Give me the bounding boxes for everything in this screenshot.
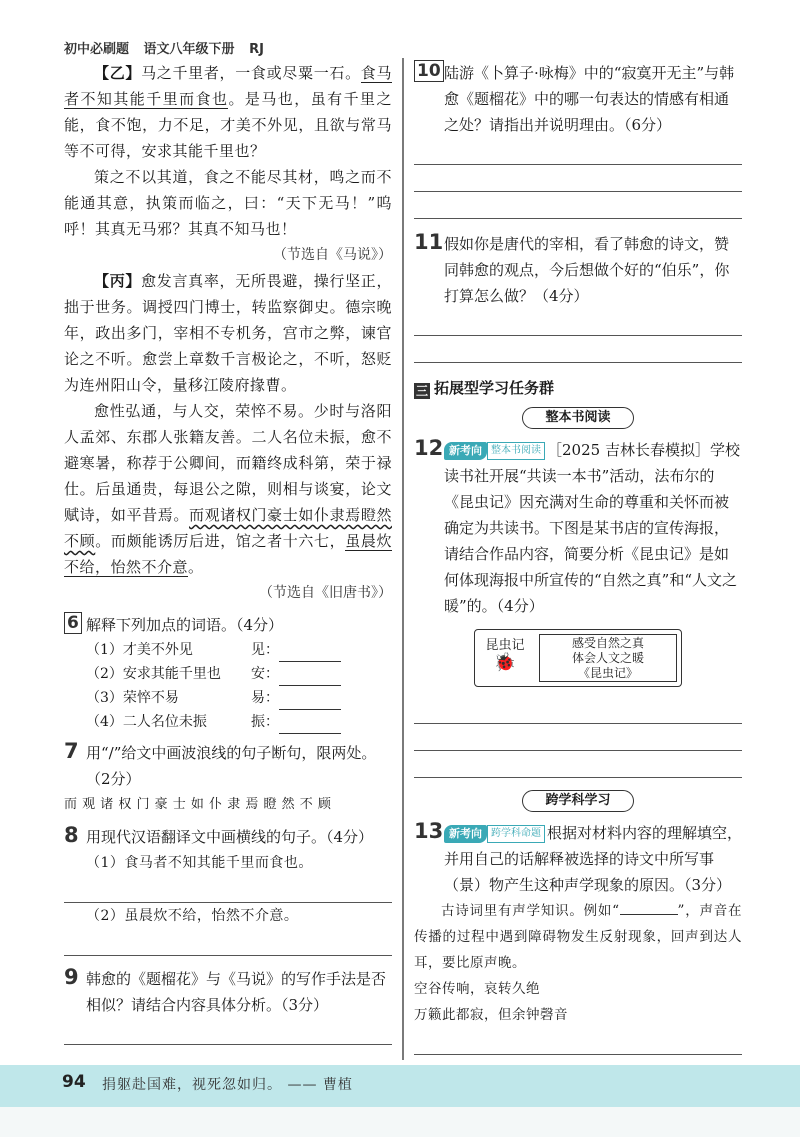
question-12 bbox=[414, 437, 742, 619]
passage-b-text: 马之千里者，一食或尽粟一石。 bbox=[141, 64, 361, 82]
q6-item-text: （2）安求其能千里也 bbox=[86, 666, 221, 682]
answer-line[interactable] bbox=[414, 192, 742, 219]
question-6 bbox=[64, 612, 392, 638]
new-trend-tag: 新考向 bbox=[444, 442, 487, 460]
answer-line[interactable] bbox=[414, 138, 742, 165]
answer-line[interactable] bbox=[414, 697, 742, 724]
material-text-1: 古诗词里有声学知识。例如“ bbox=[441, 903, 620, 919]
poster-line-3: 《昆虫记》 bbox=[577, 666, 638, 680]
right-column bbox=[414, 60, 742, 1055]
answer-line[interactable] bbox=[414, 309, 742, 336]
q7-number: 7 bbox=[64, 739, 79, 763]
bookstore-poster bbox=[474, 629, 682, 687]
q12-number: 12 bbox=[414, 436, 444, 460]
passage-b-p1 bbox=[64, 60, 392, 164]
q13-option-2: 万籁此都寂，但余钟磬音 bbox=[414, 1007, 568, 1023]
answer-line[interactable] bbox=[414, 165, 742, 192]
q8-text: 用现代汉语翻译文中画横线的句子。（4分） bbox=[86, 828, 374, 846]
whole-book-tag: 整本书阅读 bbox=[487, 442, 545, 460]
new-trend-tag: 新考向 bbox=[444, 825, 487, 843]
q13-material bbox=[414, 898, 742, 976]
q6-item-3 bbox=[64, 686, 392, 710]
q13-option-1: 空谷传响，哀转久绝 bbox=[414, 981, 540, 997]
poster-left bbox=[475, 630, 535, 686]
section-title: 拓展型学习任务群 bbox=[434, 379, 555, 397]
answer-blank[interactable] bbox=[279, 662, 341, 686]
q8-sentence-1: （1）食马者不知其能千里而食也。 bbox=[86, 855, 313, 871]
subject-title: 语文八年级下册 bbox=[143, 42, 235, 57]
left-column bbox=[64, 60, 392, 1072]
source-jiu-tang-shu: （节选自《旧唐书》） bbox=[259, 585, 392, 601]
section-number: 三 bbox=[415, 384, 428, 398]
answer-blank[interactable] bbox=[279, 686, 341, 710]
q9-text: 韩愈的《题榴花》与《马说》的写作手法是否相似？请结合内容具体分析。（3分） bbox=[86, 970, 387, 1014]
page-bottom-margin bbox=[0, 1107, 800, 1137]
question-9 bbox=[64, 966, 392, 1018]
poster-book-name: 昆虫记 bbox=[485, 638, 525, 653]
question-13 bbox=[414, 820, 742, 898]
material-text-2: ”，声音在传播的过程中遇到障碍物发生反射现象，回声到达人耳，要比原声晚。 bbox=[414, 903, 742, 971]
passage-b-text-2: 。是马也，虽有千里之能，食不饱，力不足，才美不外见，且欲与常马等不可得，安求其能千里也？ bbox=[64, 90, 392, 160]
passage-c-end: 。 bbox=[188, 558, 204, 576]
answer-blank[interactable] bbox=[279, 710, 341, 734]
poster-slogan-box bbox=[539, 634, 677, 682]
page-number: 94 bbox=[62, 1072, 86, 1092]
passage-c-p1 bbox=[64, 268, 392, 398]
q10-number: 10 bbox=[414, 60, 444, 82]
passage-c-text: 愈发言真率，无所畏避，操行坚正，拙于世务。调授四门博士，转监察御史。德宗晚年，政出多门，宰相不专机务，宫市之弊，谏官论之不听。愈尝上章数千言极论之，不听，怒贬为连州阳山令，量移江陵府掾曹。 bbox=[64, 272, 392, 394]
q6-item-4 bbox=[64, 710, 392, 734]
answer-line[interactable] bbox=[64, 1018, 392, 1045]
q6-item-text: （4）二人名位未振 bbox=[86, 714, 207, 730]
q6-item-text: （1）才美不外见 bbox=[86, 642, 193, 658]
insect-icon: 🐞 bbox=[493, 652, 517, 673]
q6-item-word: 见： bbox=[251, 642, 279, 658]
q6-number: 6 bbox=[64, 612, 82, 634]
q13-number: 13 bbox=[414, 819, 444, 843]
q6-text: 解释下列加点的词语。（4分） bbox=[86, 616, 284, 634]
question-7 bbox=[64, 740, 392, 792]
q6-item-text: （3）荣悴不易 bbox=[86, 690, 179, 706]
passage-c-text-3: 。而颇能诱厉后进，馆之者十六七， bbox=[95, 532, 346, 550]
question-8 bbox=[64, 824, 392, 850]
question-10 bbox=[414, 60, 742, 138]
passage-c-p2 bbox=[64, 398, 392, 580]
answer-line[interactable] bbox=[64, 929, 392, 956]
answer-blank[interactable] bbox=[279, 638, 341, 662]
answer-line[interactable] bbox=[414, 1028, 742, 1055]
q10-text: 陆游《卜算子·咏梅》中的“寂寞开无主”与韩愈《题榴花》中的哪一句表达的情感有相通之处？请指出并说明理由。（6分） bbox=[444, 64, 735, 134]
book-title: 初中必刷题 bbox=[64, 42, 130, 57]
q6-item-1 bbox=[64, 638, 392, 662]
passage-b-label: 【乙】 bbox=[94, 64, 142, 82]
q6-item-2 bbox=[64, 662, 392, 686]
answer-line[interactable] bbox=[414, 751, 742, 778]
whole-book-reading-pill: 整本书阅读 bbox=[522, 407, 634, 429]
q7-sentence: 而 观 诸 权 门 豪 士 如 仆 隶 焉 瞪 然 不 顾 bbox=[64, 797, 332, 812]
q8-number: 8 bbox=[64, 823, 79, 847]
q13-text: 根据对材料内容的理解填空，并用自己的话解释被选择的诗文中所写事（景）物产生这种声学现象的原因。（3分） bbox=[444, 824, 743, 894]
q11-text: 假如你是唐代的宰相，看了韩愈的诗文，赞同韩愈的观点，今后想做个好的“伯乐”，你打算怎么做？（4分） bbox=[444, 235, 730, 305]
fill-blank[interactable] bbox=[620, 914, 678, 915]
answer-line[interactable] bbox=[64, 876, 392, 903]
poster-line-2: 体会人文之暖 bbox=[571, 651, 644, 665]
interdisciplinary-pill: 跨学科学习 bbox=[522, 790, 634, 812]
answer-line[interactable] bbox=[414, 724, 742, 751]
q9-number: 9 bbox=[64, 965, 79, 989]
q6-item-word: 易： bbox=[251, 690, 279, 706]
answer-line[interactable] bbox=[414, 336, 742, 363]
q12-text: ［2025 吉林长春模拟］学校读书社开展“共读一本书”活动，法布尔的《昆虫记》因充满对生命的尊重和关怀而被确定为共读书。下图是某书店的宣传海报，请结合作品内容，简要分析《昆虫记》是如何体现海报中所宣传的“自然之真”和“人文之暖”的。（4分） bbox=[444, 441, 740, 615]
underlined-sentence-1: 食马者不知其能千里而食也 bbox=[64, 64, 392, 108]
section-3-title bbox=[414, 377, 742, 399]
wavy-sentence: 而观诸权门豪士如仆隶焉瞪然不顾 bbox=[64, 506, 392, 550]
footer-quote: 捐躯赴国难，视死忽如归。 —— 曹植 bbox=[102, 1077, 353, 1093]
q6-item-word: 振： bbox=[251, 714, 279, 730]
poster-line-1: 感受自然之真 bbox=[571, 636, 644, 650]
underlined-sentence-2: 虽晨炊不给，怡然不介意 bbox=[64, 532, 392, 576]
q6-item-word: 安： bbox=[251, 666, 279, 682]
passage-c-label: 【丙】 bbox=[94, 272, 142, 290]
question-11 bbox=[414, 231, 742, 309]
page-header bbox=[64, 38, 274, 57]
passage-c-text-2: 愈性弘通，与人交，荣悴不易。少时与洛阳人孟郊、东郡人张籍友善。二人名位未振，愈不避寒暑，称荐于公卿间，而籍终成科第，荣于禄仕。后虽通贵，每退公之隙，则相与谈宴，论文赋诗，如平昔焉。 bbox=[64, 402, 392, 524]
edition-label: RJ bbox=[249, 42, 264, 57]
interdisciplinary-tag: 跨学科命题 bbox=[487, 825, 545, 843]
passage-b-p2: 策之不以其道，食之不能尽其材，鸣之而不能通其意，执策而临之，曰：“天下无马！”呜呼！其真无马邪？其真不知马也！ bbox=[64, 168, 392, 238]
q8-sentence-2: （2）虽晨炊不给，怡然不介意。 bbox=[86, 908, 299, 924]
source-ma-shuo: （节选自《马说》） bbox=[273, 247, 392, 263]
q7-text: 用“/”给文中画波浪线的句子断句，限两处。（2分） bbox=[86, 744, 377, 788]
q11-number: 11 bbox=[414, 230, 444, 254]
column-divider bbox=[402, 58, 404, 1060]
